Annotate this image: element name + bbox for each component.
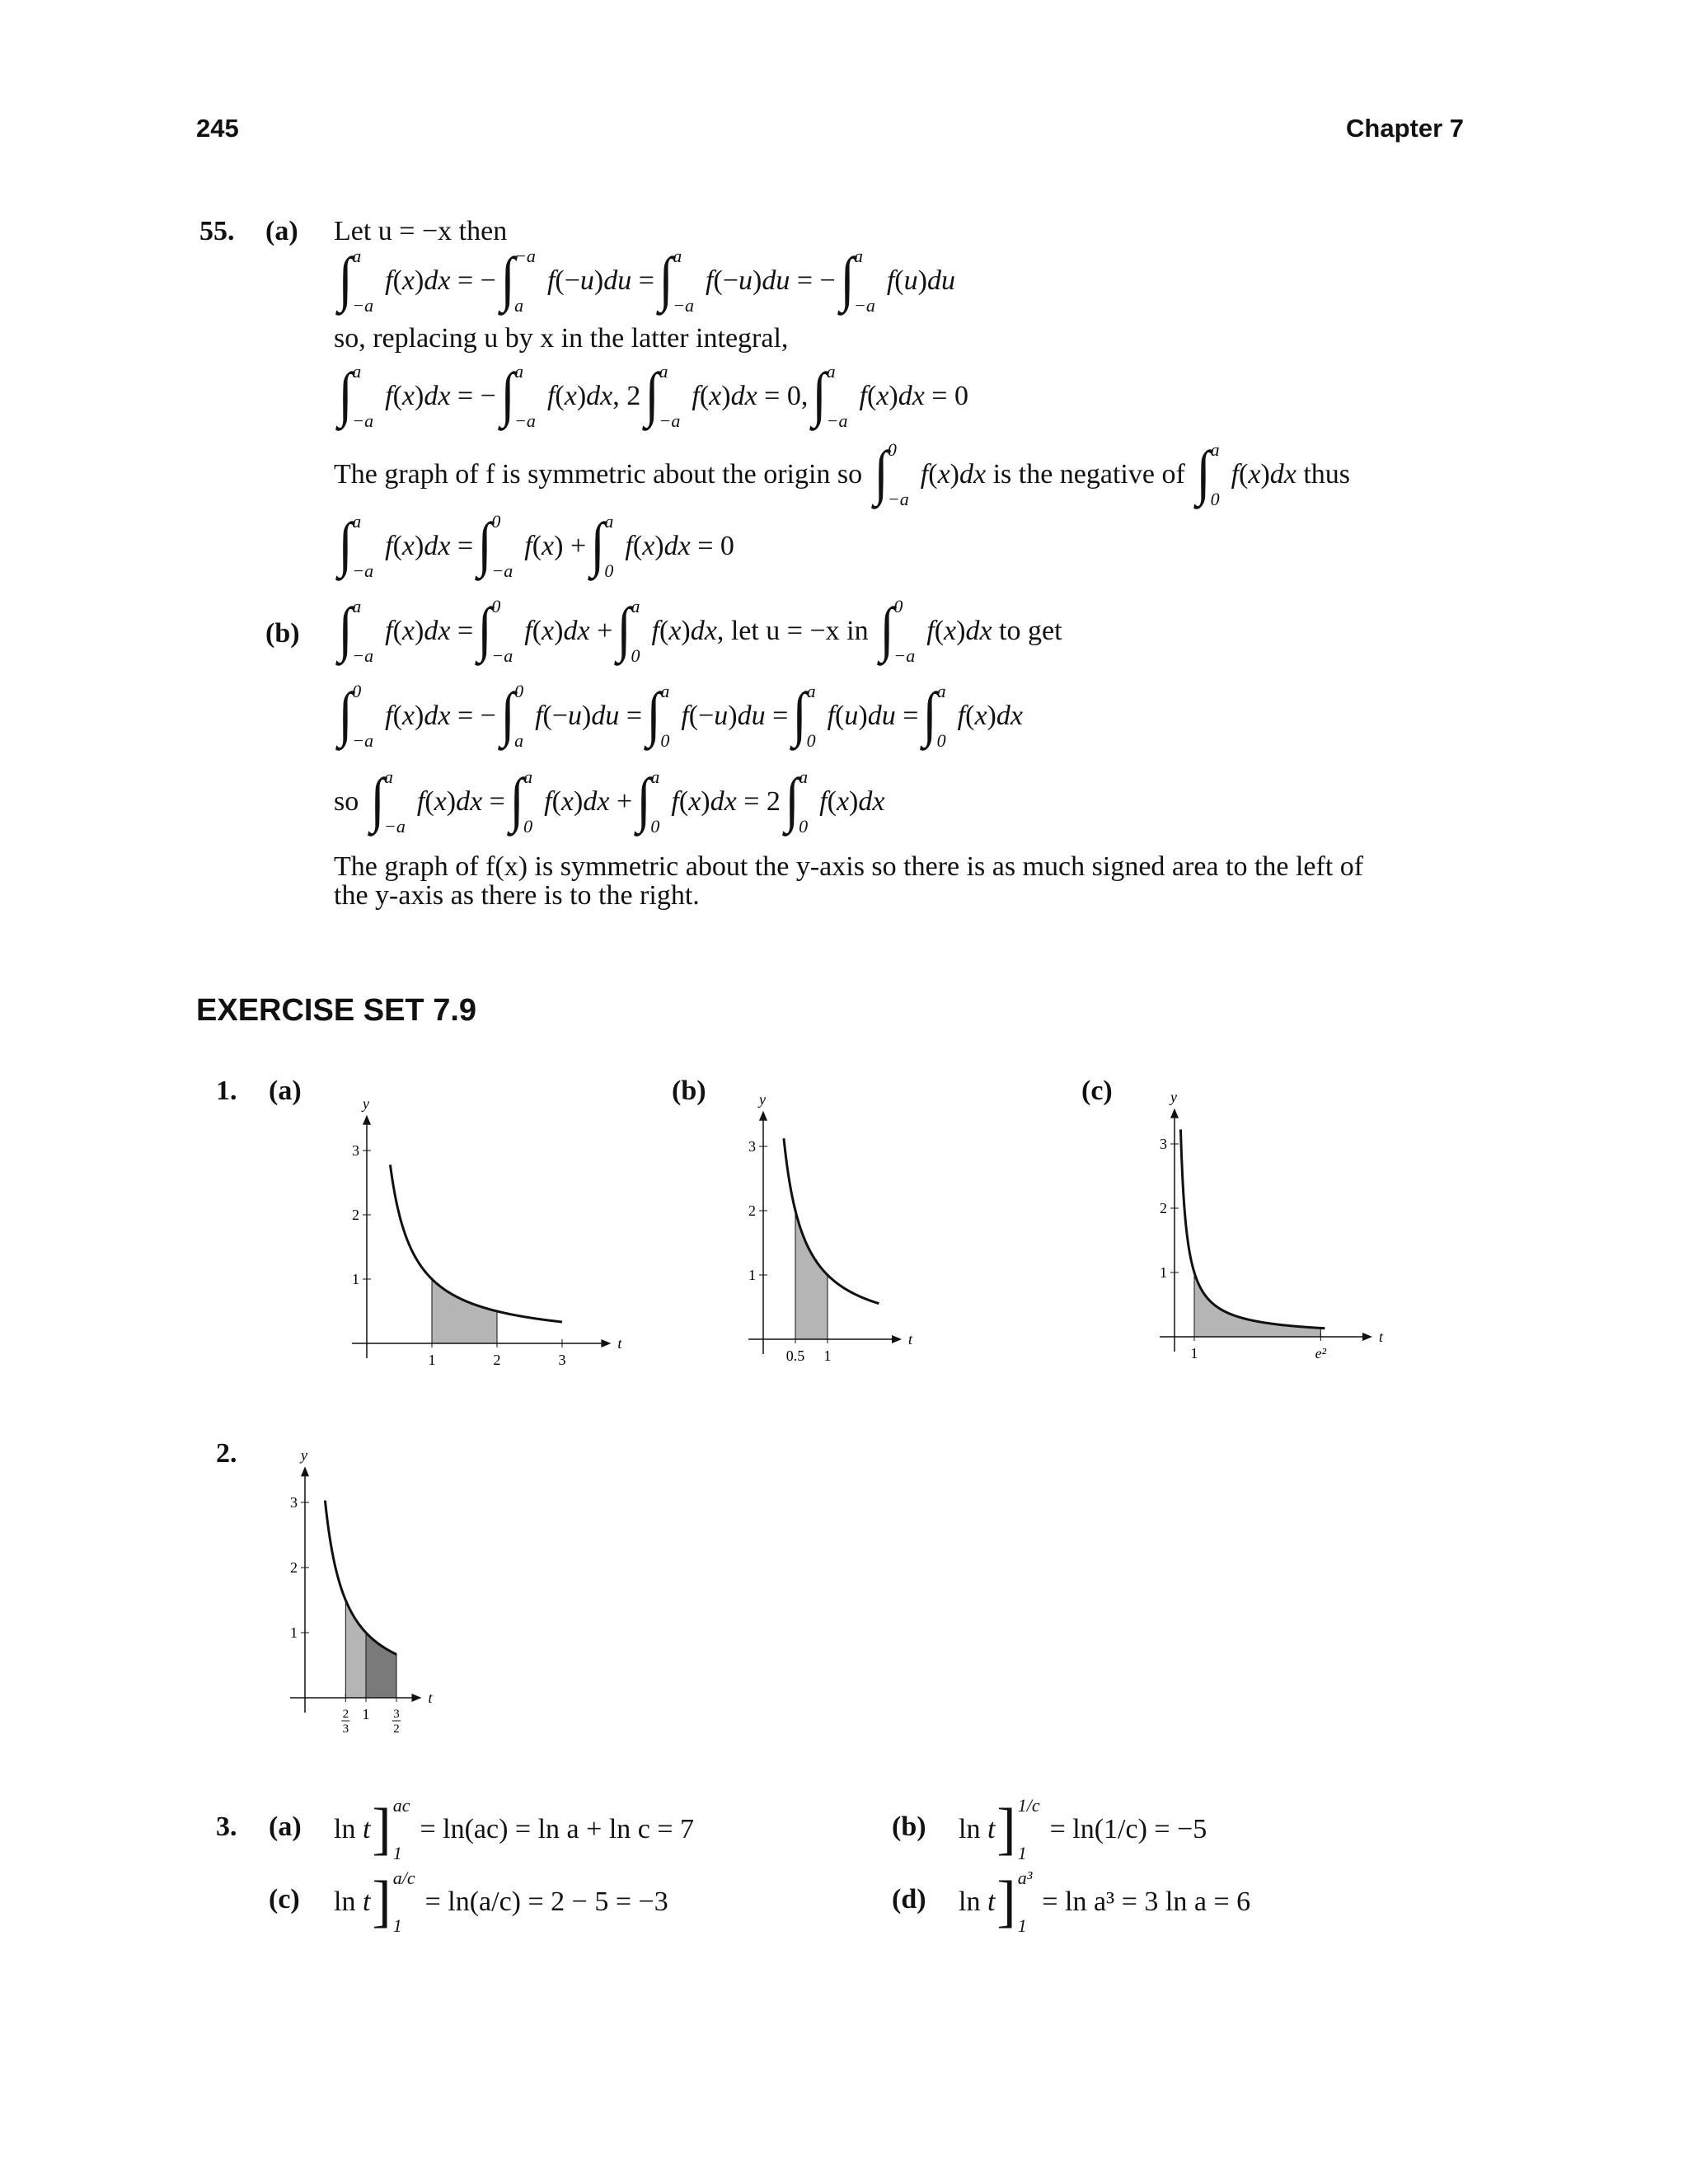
equation-zero: ∫ a −a f ( x ) dx = − ∫ a −a f ( x ) dx , 2 ∫ a −a f ( x ) dx = 0, ∫ a −a f ( x ) dx = 0	[338, 361, 968, 431]
ex1-part-b-label: (b)	[672, 1076, 706, 1106]
ex3-c-result: = ln(a/c) = 2 − 5 = −3	[424, 1886, 668, 1917]
ex3-c-upper: a/c	[392, 1868, 415, 1888]
x-axis-label: t	[617, 1335, 622, 1352]
symmetric-origin-mid: is the negative of	[992, 459, 1185, 490]
y-tick-label: 2	[290, 1559, 298, 1576]
ex3-d-label: (d)	[892, 1884, 926, 1915]
y-tick-label: 1	[1160, 1264, 1167, 1281]
x-tick-label: 1	[1190, 1345, 1198, 1361]
x-axis-arrow	[412, 1694, 422, 1702]
y-tick-label: 3	[352, 1142, 359, 1159]
curve-one-over-t	[390, 1165, 562, 1322]
so-text: so	[334, 786, 359, 817]
ex3-c-label: (c)	[269, 1884, 300, 1915]
graph-1c	[1129, 1080, 1426, 1376]
x-tick-label: 1	[428, 1352, 436, 1368]
y-axis-label: y	[301, 1446, 307, 1464]
symmetric-origin-post: thus	[1303, 459, 1351, 490]
shaded-area	[366, 1633, 396, 1698]
y-axis-label: y	[363, 1094, 369, 1112]
x-tick-label: 1	[823, 1347, 832, 1364]
y-axis-arrow	[1170, 1108, 1179, 1118]
ex3-d-expression: ln t ] a³ 1 = ln a³ = 3 ln a = 6	[959, 1868, 1251, 1936]
y-tick-label: 1	[290, 1624, 298, 1641]
x-tick-denominator: 3	[342, 1722, 349, 1735]
x-tick-label: 0.5	[785, 1347, 805, 1364]
y-tick-label: 2	[748, 1202, 756, 1219]
shaded-area	[345, 1601, 366, 1698]
x-tick-label: 3	[558, 1352, 566, 1368]
ex1-part-a-label: (a)	[269, 1076, 302, 1106]
ex3-a-expression: ln t ] ac 1 = ln(ac) = ln a + ln c = 7	[334, 1795, 695, 1863]
x-axis-arrow	[1362, 1333, 1372, 1341]
y-axis-arrow	[363, 1115, 371, 1125]
symmetric-origin-line: The graph of f is symmetric about the origin so ∫ 0 −a f ( x ) dx is the negative of ∫ a 0 f ( x ) dx thus	[334, 439, 1351, 509]
y-tick-label: 1	[748, 1267, 756, 1283]
x-tick-numerator: 3	[393, 1708, 400, 1721]
part-b-label: (b)	[265, 618, 300, 649]
ex3-b-upper: 1/c	[1017, 1795, 1040, 1816]
x-tick-label: 1	[362, 1706, 370, 1722]
x-axis-arrow	[601, 1339, 611, 1347]
x-axis-label: t	[428, 1690, 433, 1706]
graph-1a	[313, 1080, 626, 1376]
y-tick-label: 2	[352, 1207, 359, 1223]
y-axis-arrow	[759, 1111, 767, 1121]
x-tick-denominator: 2	[393, 1722, 400, 1735]
ex3-a-lower: 1	[392, 1843, 402, 1863]
x-tick-label: e²	[1315, 1345, 1327, 1361]
equation-substitution: ∫ a −a f ( x ) dx = − ∫ −a a f (− u ) du = ∫ a −a f (− u ) du = − ∫ a −a f ( u ) du	[338, 246, 955, 316]
conclusion-line-1: The graph of f(x) is symmetric about the y-axis so there is as much signed area to the left of	[334, 851, 1364, 882]
ex3-d-upper: a³	[1017, 1868, 1033, 1888]
let-line: Let u = −x then	[334, 216, 508, 246]
ex3-b-result: = ln(1/c) = −5	[1049, 1814, 1207, 1844]
equation-b-result: so ∫ a −a f ( x ) dx = ∫ a 0 f ( x ) dx + ∫ a 0 f ( x ) dx = 2 ∫ a 0 f ( x ) dx	[334, 766, 885, 837]
y-tick-label: 2	[1160, 1200, 1167, 1216]
equation-b-sub: ∫ 0 −a f ( x ) dx = − ∫ 0 a f (− u ) du = ∫ a 0 f (− u ) du = ∫ a 0 f ( u ) du = ∫ a 0 f ( x ) dx	[338, 681, 1023, 751]
ex3-c-lower: 1	[392, 1915, 402, 1936]
chapter-title: Chapter 7	[1346, 114, 1464, 143]
problem-55-number: 55.	[199, 216, 235, 246]
ex3-a-label: (a)	[269, 1811, 302, 1842]
so-replacing-text: so, replacing u by x in the latter integral,	[334, 323, 789, 354]
x-axis-arrow	[892, 1335, 902, 1343]
y-axis-label: y	[1170, 1088, 1177, 1105]
part-a-label: (a)	[265, 216, 298, 246]
y-tick-label: 3	[290, 1494, 298, 1511]
ex3-b-expression: ln t ] 1/c 1 = ln(1/c) = −5	[959, 1795, 1207, 1863]
x-axis-label: t	[1379, 1329, 1384, 1345]
ex3-c-expression: ln t ] a/c 1 = ln(a/c) = 2 − 5 = −3	[334, 1868, 668, 1936]
page-number: 245	[196, 114, 239, 143]
symmetric-origin-pre: The graph of f is symmetric about the origin so	[334, 459, 863, 490]
y-axis-label: y	[759, 1090, 766, 1108]
conclusion-line-2: the y-axis as there is to the right.	[334, 880, 700, 911]
ex3-b-lower: 1	[1017, 1843, 1027, 1863]
exercise-2-number: 2.	[216, 1438, 237, 1469]
to-get-text: to get	[999, 616, 1062, 646]
equation-split-zero: ∫ a −a f ( x ) dx = ∫ 0 −a f ( x ) + ∫ a 0 f ( x ) dx = 0	[338, 511, 734, 581]
graph-1b	[717, 1080, 964, 1376]
exercise-3-number: 3.	[216, 1811, 237, 1842]
y-tick-label: 3	[748, 1138, 756, 1155]
exercise-1-number: 1.	[216, 1076, 237, 1106]
y-axis-arrow	[301, 1466, 309, 1476]
ex3-a-upper: ac	[392, 1795, 410, 1816]
section-title: EXERCISE SET 7.9	[196, 993, 477, 1028]
ex1-part-c-label: (c)	[1081, 1076, 1113, 1106]
ex3-b-label: (b)	[892, 1811, 926, 1842]
x-tick-numerator: 2	[342, 1708, 349, 1721]
y-tick-label: 1	[352, 1271, 359, 1287]
let-u-text: , let u = −x in	[716, 616, 869, 646]
graph-2	[264, 1438, 511, 1735]
equation-b-split: ∫ a −a f ( x ) dx = ∫ 0 −a f ( x ) dx + ∫ a 0 f ( x ) dx , let u = −x in ∫ 0 −a f ( x ) dx to get	[338, 596, 1062, 666]
ex3-d-result: = ln a³ = 3 ln a = 6	[1042, 1886, 1251, 1917]
y-tick-label: 3	[1160, 1136, 1167, 1152]
ex3-d-lower: 1	[1017, 1915, 1027, 1936]
x-axis-label: t	[908, 1331, 913, 1347]
x-tick-label: 2	[493, 1352, 501, 1368]
ex3-a-result: = ln(ac) = ln a + ln c = 7	[420, 1814, 695, 1844]
